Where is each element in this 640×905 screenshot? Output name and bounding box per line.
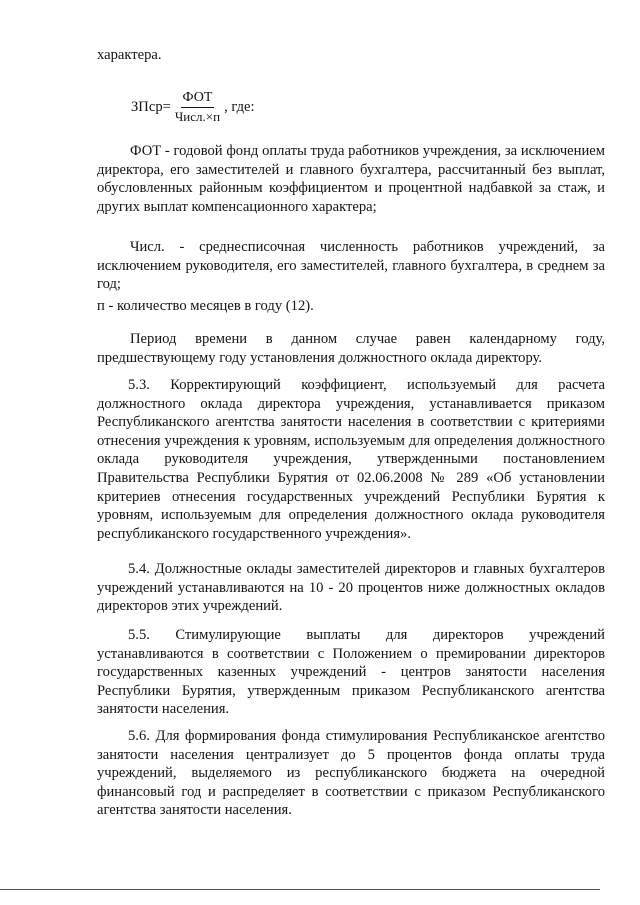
formula-suffix: , где: [224, 98, 255, 115]
formula-fraction [173, 90, 222, 125]
paragraph-chisl-definition: Числ. - среднесписочная численность работников учреждений, за исключением руководителя, его заместителей, главного бухгалтера, в среднем за год; [97, 239, 605, 293]
formula-numerator: ФОТ [181, 90, 215, 108]
paragraph-section-5-6: 5.6. Для формирования фонда стимулирования Республиканское агентство занятости населения централизует до 5 процентов фонда оплаты труда учреждений, выделяемого из республиканского бюджета на очередной финансовый год и распределяет в соответствии с приказом Республиканского агентства занятости населения. [97, 728, 605, 819]
paragraph-n-definition: п - количество месяцев в году (12). [97, 298, 314, 314]
paragraph-section-5-4: 5.4. Должностные оклады заместителей директоров и главных бухгалтеров учреждений устанавливаются на 10 - 20 процентов ниже должностных окладов директоров этих учреждений. [97, 561, 605, 615]
page-bottom-divider [0, 889, 600, 890]
paragraph-fot-definition: ФОТ - годовой фонд оплаты труда работников учреждения, за исключением директора, его заместителей и главного бухгалтера, рассчитанный без выплат, обусловленных районным коэффициентом и процентной надбавкой за стаж, и других выплат компенсационного характера; [97, 143, 605, 215]
paragraph-period: Период времени в данном случае равен календарному году, предшествующему году установления должностного оклада директору. [97, 331, 605, 366]
paragraph-section-5-5: 5.5. Стимулирующие выплаты для директоров учреждений устанавливаются в соответствии с Положением о премировании директоров государственных казенных учреждений - центров занятости населения Республики Бурятия, утвержденным приказом Республиканского агентства занятости населения. [97, 627, 605, 718]
formula-denominator: Числ.×п [174, 108, 221, 124]
salary-formula [131, 87, 255, 127]
paragraph-section-5-3: 5.3. Корректирующий коэффициент, используемый для расчета должностного оклада директора учреждения, устанавливается приказом Республиканского агентства занятости населения в соответствии с критериями отнесения учреждения к уровням, используемым для определения должностного оклада руководителя учреждения, утвержденными постановлением Правительства Республики Бурятия от 02.06.2008 № 289 «Об установлении критериев отнесения государственных учреждений Республики Бурятия к уровням, используемым для определения должностного оклада руководителя республиканского государственного учреждения». [97, 377, 605, 542]
formula-lhs: ЗПср= [131, 98, 171, 115]
paragraph-continuation: характера. [97, 47, 162, 63]
